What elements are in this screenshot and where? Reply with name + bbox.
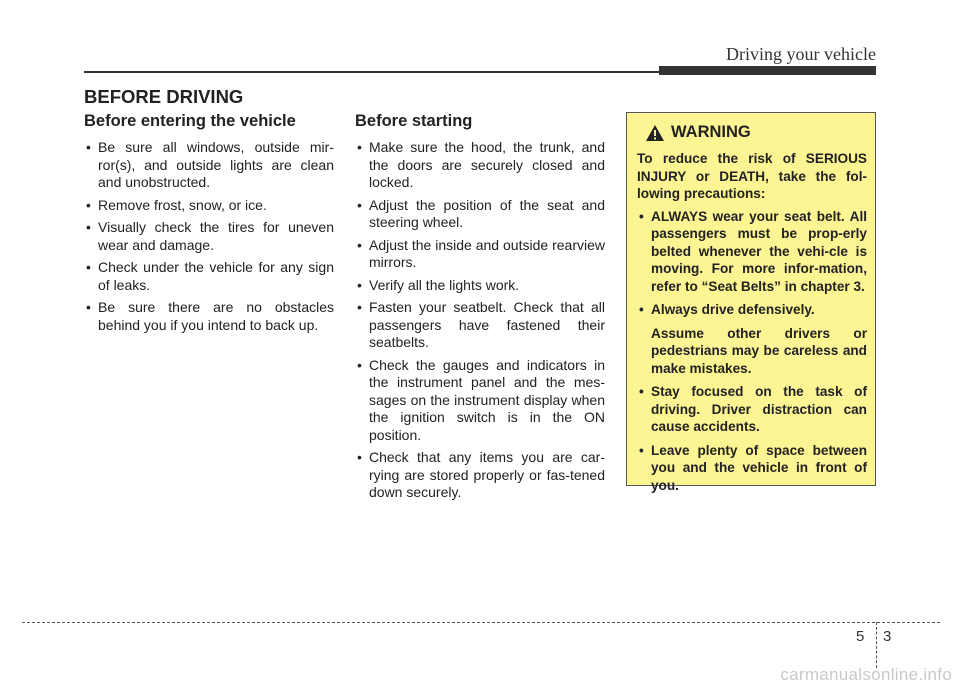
watermark: carmanualsonline.info xyxy=(780,665,952,684)
list-item: • Check the gauges and indicators in the instrument panel and the mes-sages on the instrument display when the ignition switch is in the ON position. xyxy=(357,356,605,443)
starting-column xyxy=(355,112,605,507)
list-item: • Be sure all windows, outside mir-ror(s), and outside lights are clean and unobstructed. xyxy=(86,139,334,190)
warning-triangle-icon xyxy=(645,124,665,142)
list-item: • Check that any items you are car-rying are stored properly or fas-tened down securely. xyxy=(357,449,605,500)
list-item: • Leave plenty of space between you and the vehicle in front of you. xyxy=(639,442,867,493)
list-item: • Make sure the hood, the trunk, and the doors are securely closed and locked. xyxy=(357,139,605,190)
entering-heading: Before entering the vehicle xyxy=(84,112,296,130)
warning-subtext: Assume other drivers or pedestrians may be careless and make mistakes. xyxy=(651,325,867,376)
list-item: • Visually check the tires for uneven wear and damage. xyxy=(86,219,334,253)
list-item: • Stay focused on the task of driving. Driver distraction can cause accidents. xyxy=(639,384,867,434)
warning-title: WARNING xyxy=(671,123,751,141)
list-item: • Always drive defensively. Assume other drivers or pedestrians may be careless and make mistakes. xyxy=(639,302,867,376)
list-item: • Adjust the inside and outside rearview mirrors. xyxy=(357,236,605,270)
list-item: • Verify all the lights work. xyxy=(357,276,520,293)
list-item: • Check under the vehicle for any sign of leaks. xyxy=(86,259,334,293)
header-rule-bold xyxy=(659,66,876,75)
list-item: • ALWAYS wear your seat belt. All passengers must be prop-erly belted whenever the vehi-cle is moving. For more infor-mation, refer to “Seat Belts” in chapter 3. xyxy=(639,208,867,294)
warning-list xyxy=(637,208,867,495)
list-item: • Remove frost, snow, or ice. xyxy=(86,196,267,213)
warning-header xyxy=(645,123,867,142)
warning-intro: To reduce the risk of SERIOUS INJURY or DEATH, take the fol-lowing precautions: xyxy=(637,151,867,201)
starting-heading: Before starting xyxy=(355,112,473,130)
list-item: • Fasten your seatbelt. Check that all passengers have fastened their seatbelts. xyxy=(357,299,605,350)
chapter-title: Driving your vehicle xyxy=(726,44,876,64)
section-title: BEFORE DRIVING xyxy=(84,86,244,107)
starting-list xyxy=(355,139,605,502)
page-divider xyxy=(876,622,877,668)
list-item: • Be sure there are no obstacles behind you if you intend to back up. xyxy=(86,299,334,333)
entering-list xyxy=(84,139,334,334)
header-rule xyxy=(84,71,659,73)
entering-column xyxy=(84,112,334,339)
page-number: 3 xyxy=(883,628,892,645)
chapter-number: 5 xyxy=(856,628,865,645)
footer-rule xyxy=(22,622,940,623)
list-item: • Adjust the position of the seat and steering wheel. xyxy=(357,196,605,230)
warning-box xyxy=(626,112,876,493)
